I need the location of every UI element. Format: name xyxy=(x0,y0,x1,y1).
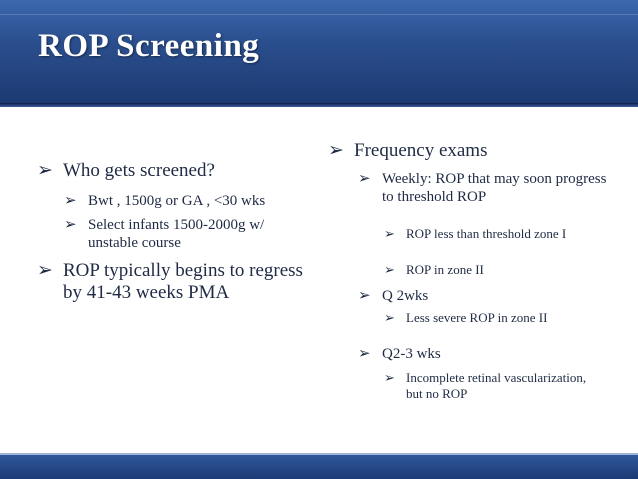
bullet-text: ROP in zone II xyxy=(406,262,484,277)
bullet-text: Weekly: ROP that may soon progress to threshold ROP xyxy=(382,171,607,205)
arrow-bullet-icon: ➢ xyxy=(37,160,53,181)
slide-title: ROP Screening xyxy=(38,28,260,64)
bullet-text: Q2-3 wks xyxy=(382,346,441,362)
bullet-text: ROP less than threshold zone I xyxy=(406,226,567,241)
arrow-bullet-icon: ➢ xyxy=(384,370,395,385)
arrow-bullet-icon: ➢ xyxy=(358,288,371,304)
bullet-text: Less severe ROP in zone II xyxy=(406,310,548,325)
title-underline xyxy=(0,103,638,107)
arrow-bullet-icon: ➢ xyxy=(358,346,371,362)
bullet-q-2wks xyxy=(358,287,608,305)
bullet-text: ROP typically begins to regress by 41-43 weeks PMA xyxy=(63,260,303,303)
bullet-select-infants xyxy=(64,216,314,252)
bullet-rop-regress xyxy=(37,260,309,304)
bullet-rop-zone-2 xyxy=(384,262,606,278)
arrow-bullet-icon: ➢ xyxy=(64,217,77,233)
arrow-bullet-icon: ➢ xyxy=(37,260,53,281)
bullet-weekly xyxy=(358,170,608,206)
arrow-bullet-icon: ➢ xyxy=(384,310,395,325)
bullet-text: Q 2wks xyxy=(382,288,429,304)
arrow-bullet-icon: ➢ xyxy=(384,226,395,241)
bullet-text: Who gets screened? xyxy=(63,160,215,181)
bullet-less-severe-rop xyxy=(384,310,606,326)
bullet-text: Select infants 1500-2000g w/ unstable course xyxy=(88,217,265,251)
bullet-text: Frequency exams xyxy=(354,140,488,161)
arrow-bullet-icon: ➢ xyxy=(358,171,371,187)
bullet-bwt xyxy=(64,192,353,210)
bullet-incomplete-vascularization xyxy=(384,370,591,402)
bullet-q2-3-wks xyxy=(358,345,608,363)
bullet-rop-less-than-threshold xyxy=(384,226,606,242)
bullet-text: Incomplete retinal vascularization, but no ROP xyxy=(406,370,587,401)
bullet-frequency-exams xyxy=(328,140,624,162)
arrow-bullet-icon: ➢ xyxy=(328,140,344,161)
title-highlight-line xyxy=(0,14,638,15)
arrow-bullet-icon: ➢ xyxy=(64,193,77,209)
footer-bar xyxy=(0,455,638,479)
bullet-who-gets-screened xyxy=(37,160,323,182)
arrow-bullet-icon: ➢ xyxy=(384,262,395,277)
bullet-text: Bwt , 1500g or GA , <30 wks xyxy=(88,193,266,209)
